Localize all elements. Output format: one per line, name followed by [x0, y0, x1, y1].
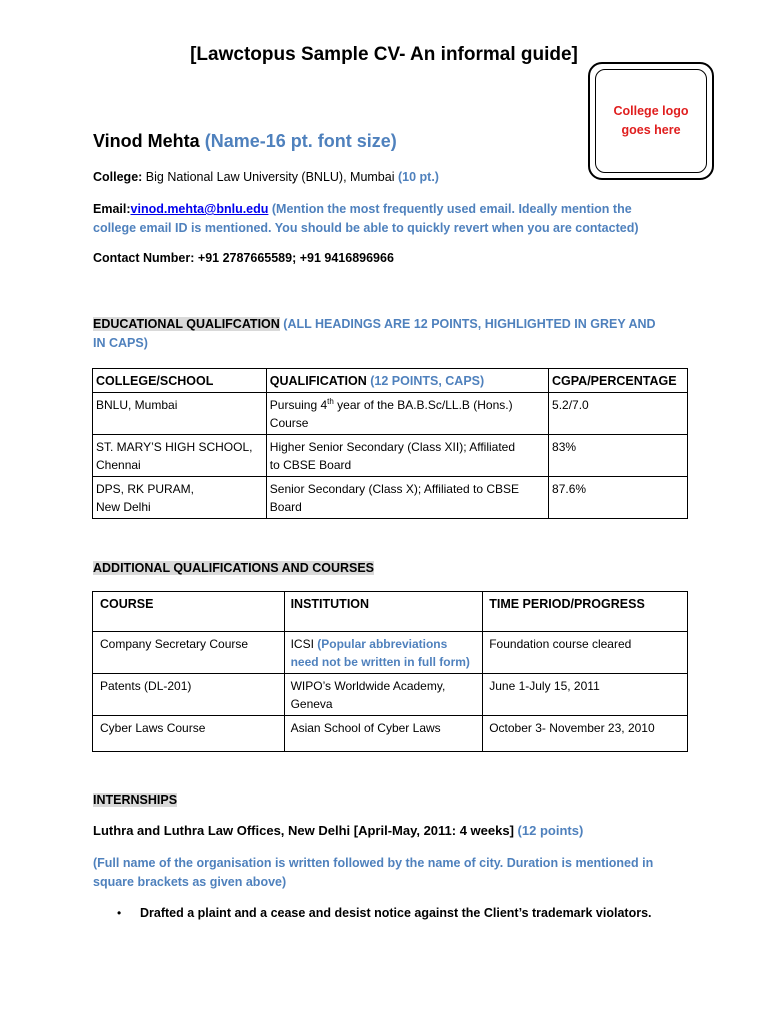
course-cell: Company Secretary Course — [93, 632, 285, 674]
col-qualification-hint: (12 POINTS, CAPS) — [370, 374, 485, 388]
course-cell: Patents (DL-201) — [93, 674, 285, 716]
qual-text-line2: to CBSE Board — [269, 458, 352, 472]
table-row — [93, 435, 688, 477]
internships-heading: INTERNSHIPS — [93, 793, 178, 807]
college-cell — [93, 393, 267, 435]
qualification-cell — [266, 435, 548, 477]
college-hint: (10 pt.) — [397, 170, 439, 184]
internship-entry-title — [93, 823, 583, 838]
institution-name: ICSI — [290, 637, 314, 651]
table-row — [93, 674, 688, 716]
additional-table — [92, 591, 688, 752]
qual-text-line2: Board — [269, 500, 302, 514]
contact-label: Contact Number: — [93, 251, 195, 265]
education-heading-hint-1: (ALL HEADINGS ARE 12 POINTS, HIGHLIGHTED IN GREY AND — [283, 317, 656, 331]
qual-sup: th — [327, 397, 334, 406]
qual-text: Pursuing 4 — [269, 398, 328, 412]
col-institution: INSTITUTION — [284, 592, 483, 632]
col-qualification — [266, 369, 548, 393]
education-header-row — [93, 369, 688, 393]
qualification-cell — [266, 393, 548, 435]
education-heading-block — [93, 315, 693, 353]
qualification-cell — [266, 477, 548, 519]
col-qualification-label: QUALIFICATION — [269, 374, 367, 388]
college-cell-line1: ST. MARY’S HIGH SCHOOL, — [96, 440, 253, 454]
education-heading-hint-2: IN CAPS) — [93, 336, 148, 350]
period-cell: June 1-July 15, 2011 — [483, 674, 688, 716]
institution-cell: WIPO’s Worldwide Academy, Geneva — [284, 674, 483, 716]
additional-header-row — [93, 592, 688, 632]
score-cell: 5.2/7.0 — [549, 393, 688, 435]
internship-bullet-item: Drafted a plaint and a cease and desist notice against the Client’s trademark violators. — [140, 906, 652, 920]
document-title: [Lawctopus Sample CV- An informal guide] — [190, 44, 578, 65]
additional-heading-block — [93, 559, 374, 578]
period-cell: Foundation course cleared — [483, 632, 688, 674]
college-logo-text: College logo goes here — [595, 69, 707, 173]
table-row — [93, 477, 688, 519]
email-hint-2: college email ID is mentioned. You should be able to quickly revert when you are contacted) — [93, 221, 639, 235]
score-cell: 87.6% — [549, 477, 688, 519]
internship-note-1: (Full name of the organisation is written followed by the name of city. Duration is mentioned in — [93, 856, 654, 870]
institution-hint: (Popular abbreviations need not be written in full form) — [290, 637, 470, 669]
education-heading: EDUCATIONAL QUALIFCATION — [93, 317, 280, 331]
college-label: College: — [93, 170, 143, 184]
course-cell: Cyber Laws Course — [93, 716, 285, 752]
qual-text: Higher Senior Secondary (Class XII); Affiliated — [269, 440, 516, 454]
college-cell-line2: Chennai — [96, 458, 141, 472]
period-cell: October 3- November 23, 2010 — [483, 716, 688, 752]
col-course: COURSE — [93, 592, 285, 632]
internship-entry-hint: (12 points) — [517, 823, 584, 838]
college-logo-placeholder — [588, 62, 714, 180]
col-cgpa: CGPA/PERCENTAGE — [549, 369, 688, 393]
email-hint-1: (Mention the most frequently used email. Ideally mention the — [271, 202, 632, 216]
institution-cell — [284, 632, 483, 674]
college-line — [93, 170, 439, 184]
table-row — [93, 716, 688, 752]
email-label: Email: — [93, 202, 131, 216]
college-cell-line1: DPS, RK PURAM, — [96, 482, 195, 496]
contact-value: +91 2787665589; +91 9416896966 — [197, 251, 394, 265]
qual-text-post: year of the BA.B.Sc/LL.B (Hons.) — [333, 398, 513, 412]
additional-heading: ADDITIONAL QUALIFICATIONS AND COURSES — [93, 561, 375, 575]
candidate-name-line — [93, 131, 397, 152]
institution-cell: Asian School of Cyber Laws — [284, 716, 483, 752]
email-block — [93, 200, 693, 238]
col-period: TIME PERIOD/PROGRESS — [483, 592, 688, 632]
name-hint: (Name-16 pt. font size) — [204, 131, 397, 151]
college-cell — [93, 477, 267, 519]
email-link[interactable]: vinod.mehta@bnlu.edu — [130, 202, 269, 216]
qual-text: Senior Secondary (Class X); Affiliated to CBSE — [269, 482, 520, 496]
college-cell-line1: BNLU, Mumbai — [96, 398, 178, 412]
contact-line — [93, 251, 394, 265]
college-cell-line2: New Delhi — [96, 500, 151, 514]
education-table — [92, 368, 688, 519]
table-row — [93, 393, 688, 435]
col-college: COLLEGE/SCHOOL — [93, 369, 267, 393]
candidate-name: Vinod Mehta — [93, 131, 200, 151]
internship-note-2: square brackets as given above) — [93, 875, 287, 889]
college-value: Big National Law University (BNLU), Mumbai — [145, 170, 395, 184]
qual-text-line2: Course — [269, 416, 309, 430]
internship-entry-text: Luthra and Luthra Law Offices, New Delhi [April-May, 2011: 4 weeks] — [93, 823, 514, 838]
college-cell — [93, 435, 267, 477]
score-cell: 83% — [549, 435, 688, 477]
table-row — [93, 632, 688, 674]
bullet-icon: • — [117, 906, 122, 920]
internship-note — [93, 854, 693, 892]
internships-heading-block — [93, 791, 177, 810]
